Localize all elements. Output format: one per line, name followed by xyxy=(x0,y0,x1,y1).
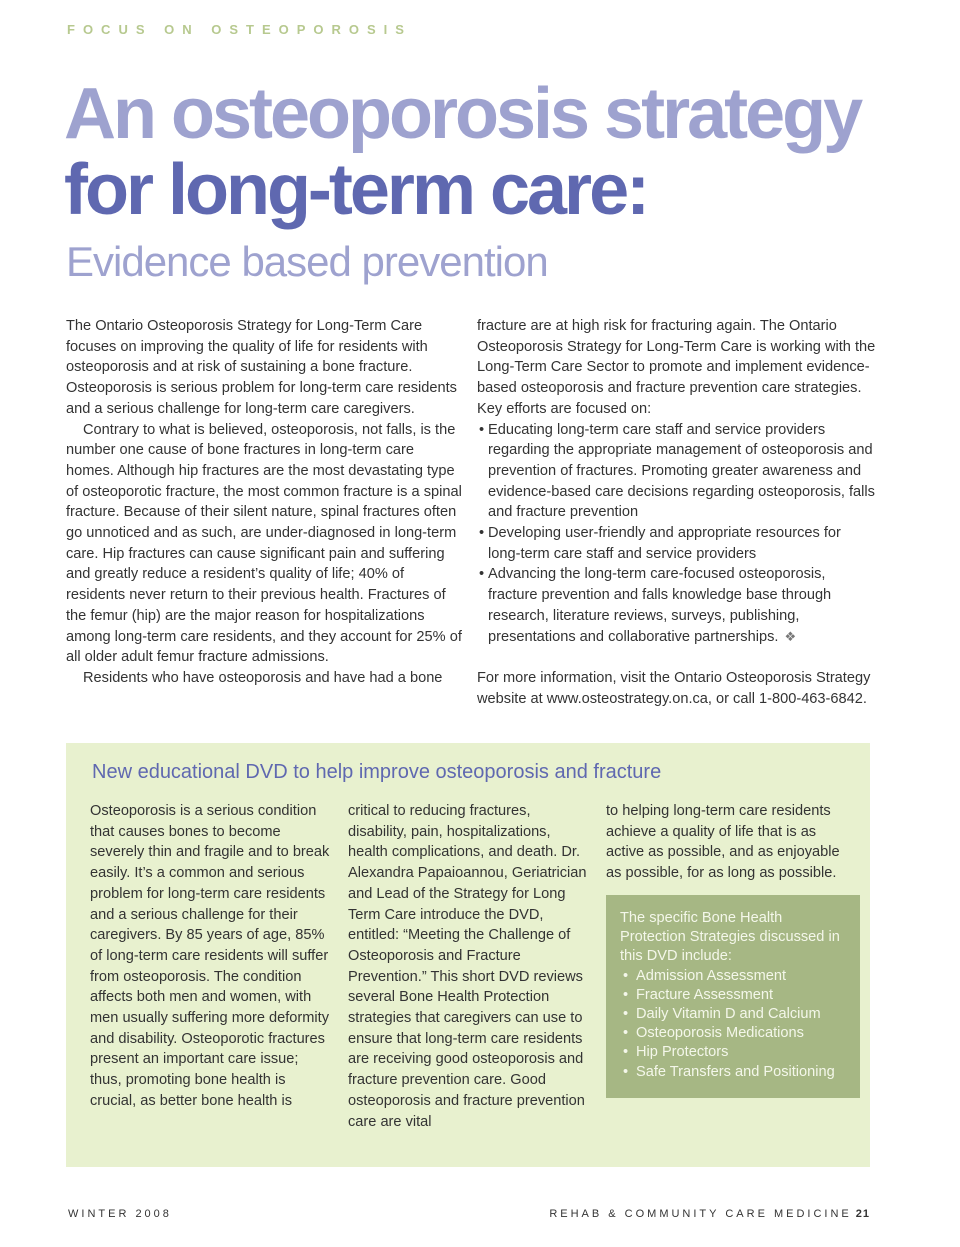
paragraph: The Ontario Osteoporosis Strategy for Long-Term Care focuses on improving the quality of life for residents with osteoporosis and at risk of sustaining a bone fracture. Osteoporosis is serious problem for long-term care residents and a serious challenge for long-term care caregivers. xyxy=(66,318,457,417)
list-item: • Developing user-friendly and appropriate resources for long-term care staff and service providers xyxy=(477,523,877,564)
list-item: • Osteoporosis Medications xyxy=(620,1024,846,1043)
article-subtitle: Evidence based prevention xyxy=(66,238,548,285)
end-mark-icon: ❖ xyxy=(784,628,797,644)
sidebar-column-2 xyxy=(348,801,590,1132)
footer-issue: WINTER 2008 xyxy=(68,1208,172,1220)
page-number: 21 xyxy=(855,1208,870,1220)
paragraph: fracture are at high risk for fracturing again. The Ontario Osteoporosis Strategy for Long-Term Care is working with the Long-Term Care Sector to promote and implement evidence-based osteoporosis and fracture prevention care strategies. Key efforts are focused on: xyxy=(477,318,876,417)
list-item: • Hip Protectors xyxy=(620,1043,846,1062)
section-kicker: FOCUS ON OSTEOPOROSIS xyxy=(67,22,412,37)
list-item-text: Advancing the long-term care-focused osteoporosis, fracture prevention and falls knowledge base through research, literature reviews, surveys, publishing, presentations and collaborative partnerships. xyxy=(488,566,832,645)
title-line-2: for long-term care: xyxy=(64,150,648,230)
sidebar-heading: New educational DVD to help improve osteoporosis and fracture xyxy=(92,761,662,783)
paragraph: Osteoporosis is a serious condition that causes bones to become severely thin and fragile and to break easily. It’s a common and serious problem for long-term care residents and a serious challenge for their caregivers. By 85 years of age, 85% of long-term care residents will suffer from osteoporosis. The condition affects both men and women, with men usually suffering more deformity and disability. Osteoporotic fractures present an important care issue; thus, promoting bone health is crucial, as better bone health is xyxy=(90,803,330,1109)
article-column-left xyxy=(66,316,462,689)
paragraph: Residents who have osteoporosis and have had a bone xyxy=(83,669,443,686)
sidebar-column-3 xyxy=(606,801,856,884)
strategies-box xyxy=(606,895,860,1098)
more-info: For more information, visit the Ontario Osteoporosis Strategy website at www.osteostrategy.on.ca, or call 1-800-463-6842. xyxy=(477,669,871,707)
strategies-list xyxy=(620,967,846,1082)
list-item xyxy=(477,564,877,647)
list-item: • Educating long-term care staff and service providers regarding the appropriate management of osteoporosis and prevention of fractures. Promoting greater awareness and evidence-based care decisions regarding osteoporosis, falls and fracture prevention xyxy=(477,420,877,524)
footer-publication xyxy=(549,1208,870,1220)
publication-name: REHAB & COMMUNITY CARE MEDICINE xyxy=(549,1208,852,1220)
paragraph: Contrary to what is believed, osteoporosis, not falls, is the number one cause of bone fractures in long-term care homes. Although hip fractures are the most devastating type of osteoporotic fracture, the most common fracture is a spinal fracture. Because of their silent nature, spinal fractures often go unnoticed and as such, are under-diagnosed in long-term care. Hip fractures can cause significant pain and suffering and greatly reduce a resident’s quality of life; 40% of residents never return to their previous health. Fractures of the femur (hip) are the major reason for hospitalizations among long-term care residents, and they account for 25% of all older adult femur fracture admissions. xyxy=(66,421,462,666)
list-item: • Daily Vitamin D and Calcium xyxy=(620,1005,846,1024)
paragraph: critical to reducing fractures, disability, pain, hospitalizations, health complications, and death. Dr. Alexandra Papaioannou, Geriatrician and Lead of the Strategy for Long Term Care introduce the DVD, entitled: “Meeting the Challenge of Osteoporosis and Fracture Prevention.” This short DVD reviews several Bone Health Protection strategies that caregivers can use to ensure that long-term care residents are receiving good osteoporosis and fracture prevention care. Good osteoporosis and fracture prevention care are vital xyxy=(348,803,587,1130)
list-item: • Admission Assessment xyxy=(620,967,846,986)
dvd-sidebar xyxy=(66,743,870,1167)
article-column-right xyxy=(477,316,877,709)
list-item: • Safe Transfers and Positioning xyxy=(620,1063,846,1082)
list-item: • Fracture Assessment xyxy=(620,986,846,1005)
strategies-intro: The specific Bone Health Protection Strategies discussed in this DVD include: xyxy=(620,910,840,965)
article-title xyxy=(64,76,944,228)
title-line-1: An osteoporosis strategy xyxy=(64,74,861,154)
paragraph: to helping long-term care residents achieve a quality of life that is as active as possible, and as enjoyable as possible, for as long as possible. xyxy=(606,803,840,882)
key-efforts-list xyxy=(477,420,877,648)
sidebar-column-1 xyxy=(90,801,332,1112)
